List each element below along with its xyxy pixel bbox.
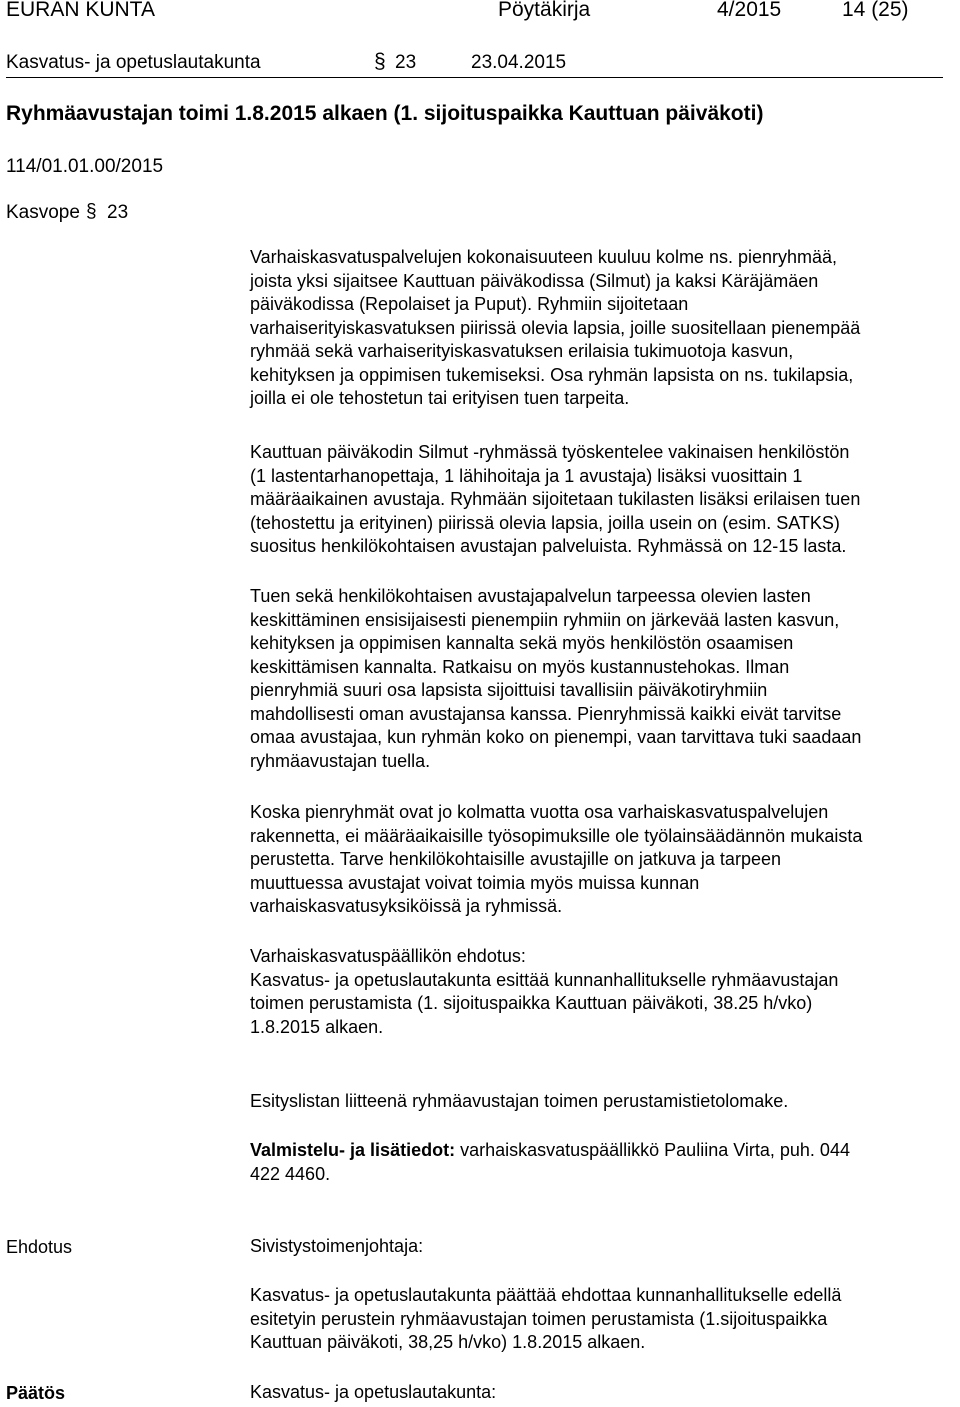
document-type: Pöytäkirja [498, 0, 591, 21]
contact-text: varhaiskasvatuspäällikkö Pauliina Virta, puh. 044 422 4460. [250, 1140, 850, 1184]
paragraph-text: Esityslistan liitteenä ryhmäavustajan toimen perustamistietolomake. [250, 1091, 789, 1111]
paragraph-contract-basis [250, 801, 960, 919]
contact-label: Valmistelu- ja lisätiedot: [250, 1140, 456, 1160]
reference-label: Kasvope [6, 202, 80, 223]
item-title: Ryhmäavustajan toimi 1.8.2015 alkaen (1. sijoituspaikka Kauttuan päiväkoti) [6, 102, 764, 125]
paragraph-rationale [250, 585, 960, 773]
organization-name: EURAN KUNTA [6, 0, 155, 21]
paragraph-background [250, 246, 960, 411]
paragraph-text: Tuen sekä henkilökohtaisen avustajapalvelun tarpeessa olevien lasten keskittäminen ensisijaisesti pienempiin ryhmiin on järkevää lasten kasvun, kehityksen ja oppimisen kannalta sekä myös henkilöstön osaamisen keskittämisen kannalta. Ratkaisu on myös kustannustehokas. Ilman pienryhmiä suuri osa lapsista sijoittuisi tavallisiin päiväkotiryhmiin mahdollisesti oman avustajansa kanssa. Pienryhmissä kaikki eivät tarvitse omaa avustajaa, kun ryhmän koko on pienempi, vaan tarvittava tuki saadaan ryhmäavustajan tuella. [250, 586, 862, 771]
proposal-block [250, 1235, 960, 1259]
proposal-label: Ehdotus [6, 1237, 73, 1257]
paragraph-text: Kasvatus- ja opetuslautakunta esittää kunnanhallitukselle ryhmäavustajan toimen perustamista (1. sijoituspaikka Kauttuan päiväkoti, 38.25 h/vko) 1.8.2015 alkaen. [250, 969, 839, 1037]
section-sign-icon: § [374, 50, 386, 73]
record-number: 114/01.01.00/2015 [6, 156, 164, 177]
header-divider [6, 77, 943, 78]
proposal-heading: Varhaiskasvatuspäällikön ehdotus: [250, 946, 526, 966]
section-number: 23 [395, 52, 417, 73]
decision-author: Kasvatus- ja opetuslautakunta: [250, 1382, 497, 1402]
paragraph-text: Kauttuan päiväkodin Silmut -ryhmässä työskentelee vakinaisen henkilöstön (1 lastentarhanopettaja, 1 lähihoitaja ja 1 avustaja) lisäksi vuosittain 1 määräaikainen avustaja. Ryhmään sijoitetaan tukilasten lisäksi erilaisen tuen (tehostettu ja erityinen) piirissä olevia lapsia, joilla usein on (esim. SATKS) suositus henkilökohtaisen avustajan palveluista. Ryhmässä on 12-15 lasta. [250, 442, 861, 556]
decision-block [250, 1381, 960, 1405]
committee-name: Kasvatus- ja opetuslautakunta [6, 52, 261, 73]
section-sign-icon: § [86, 201, 97, 222]
meeting-date: 23.04.2015 [471, 52, 567, 73]
paragraph-staffing [250, 441, 960, 559]
paragraph-text: Varhaiskasvatuspalvelujen kokonaisuuteen kuuluu kolme ns. pienryhmää, joista yksi sijaitsee Kauttuan päiväkodissa (Silmut) ja kaksi Käräjämäen päiväkodissa (Repolaiset ja Puput). Ryhmiin sijoitetaan varhaiserityiskasvatuksen piirissä olevia lapsia, joille suositellaan pienempää ryhmää sekä varhaiserityiskasvatuksen erilaisia tukimuotoja kasvun, kehityksen ja oppimisen tukemiseksi. Osa ryhmän lapsista on ns. tukilapsia, joilla ei ole tehostetun tai erityisen tuen tarpeita. [250, 247, 861, 408]
page-number: 14 (25) [842, 0, 909, 21]
decision-label: Päätös [6, 1383, 66, 1403]
proposal-text: Kasvatus- ja opetuslautakunta päättää ehdottaa kunnanhallitukselle edellä esitetyin perustein ryhmäavustajan toimen perustamista (1.sijoituspaikka Kauttuan päiväkoti, 38,25 h/vko) 1.8.2015 alkaen. [250, 1285, 842, 1352]
attachment-note [250, 1090, 960, 1114]
paragraph-manager-proposal [250, 945, 960, 1039]
reference-number: 23 [107, 202, 129, 223]
document-number: 4/2015 [717, 0, 782, 21]
proposal-author: Sivistystoimenjohtaja: [250, 1236, 424, 1256]
paragraph-text: Koska pienryhmät ovat jo kolmatta vuotta osa varhaiskasvatuspalvelujen rakennetta, ei määräaikaisille työsopimuksille ole työlainsäädännön mukaista perustetta. Tarve henkilökohtaisille avustajille on jatkuva ja tarpeen muuttuessa avustajat voivat toimia myös muissa kunnan varhaiskasvatusyksiköissä ja ryhmissä. [250, 802, 863, 916]
contact-info [250, 1139, 960, 1186]
proposal-text-block [250, 1284, 960, 1355]
